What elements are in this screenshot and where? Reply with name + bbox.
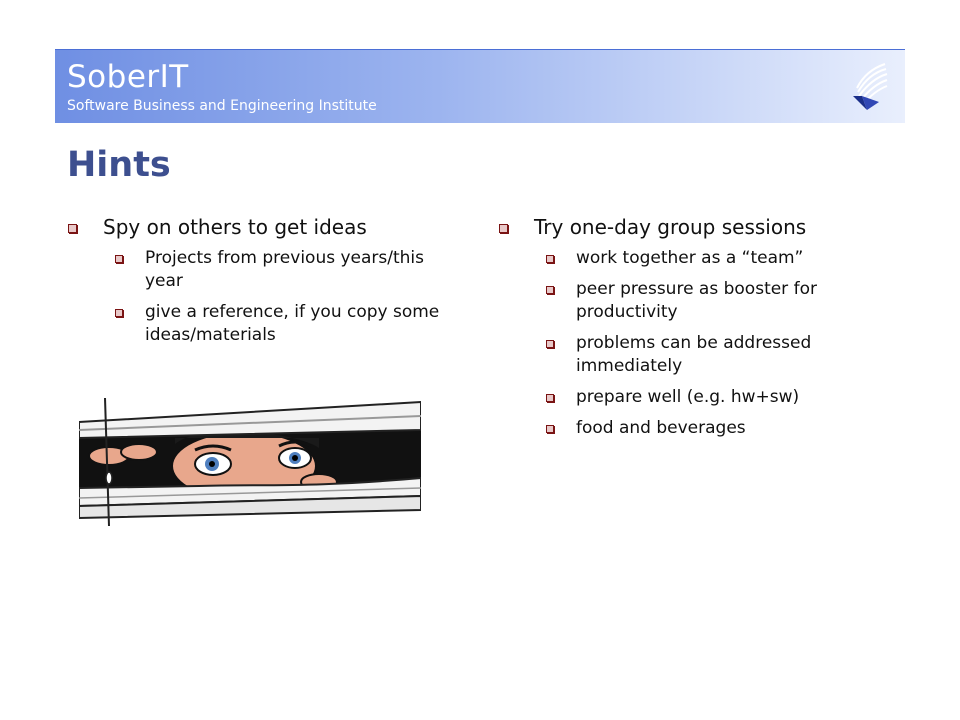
square-bullet-icon bbox=[115, 309, 123, 317]
right-column bbox=[498, 213, 918, 448]
left-heading: Spy on others to get ideas bbox=[103, 215, 367, 239]
sub-bullet-item bbox=[498, 247, 918, 270]
square-bullet-icon bbox=[546, 255, 554, 263]
sub-bullet-item bbox=[498, 332, 918, 378]
sub-bullet-item bbox=[498, 278, 918, 324]
bullet-item bbox=[498, 213, 918, 241]
left-column bbox=[67, 213, 467, 355]
square-bullet-icon bbox=[546, 340, 554, 348]
brand-name: SoberIT bbox=[67, 59, 189, 95]
square-bullet-icon bbox=[499, 224, 508, 233]
square-bullet-icon bbox=[546, 394, 554, 402]
header-banner bbox=[55, 49, 905, 123]
sub-item-text: prepare well (e.g. hw+sw) bbox=[576, 387, 800, 407]
sub-bullet-item bbox=[67, 247, 467, 293]
sub-item-text: work together as a “team” bbox=[576, 248, 804, 268]
sub-item-text: peer pressure as booster for productivity bbox=[576, 279, 817, 322]
square-bullet-icon bbox=[546, 286, 554, 294]
sub-item-text: problems can be addressed immediately bbox=[576, 333, 812, 376]
square-bullet-icon bbox=[546, 425, 554, 433]
soberit-logo-icon bbox=[849, 58, 889, 114]
sub-item-text: give a reference, if you copy some ideas/materials bbox=[145, 302, 440, 345]
bullet-item bbox=[67, 213, 467, 241]
sub-bullet-item bbox=[498, 417, 918, 440]
brand-subtitle: Software Business and Engineering Institute bbox=[67, 98, 377, 114]
square-bullet-icon bbox=[68, 224, 77, 233]
right-heading: Try one-day group sessions bbox=[534, 215, 807, 239]
peeking-through-blinds-icon bbox=[79, 398, 421, 526]
page-title: Hints bbox=[67, 145, 171, 185]
sub-bullet-item bbox=[498, 386, 918, 409]
sub-bullet-item bbox=[67, 301, 467, 347]
square-bullet-icon bbox=[115, 255, 123, 263]
sub-item-text: food and beverages bbox=[576, 418, 746, 438]
sub-item-text: Projects from previous years/this year bbox=[145, 248, 425, 291]
